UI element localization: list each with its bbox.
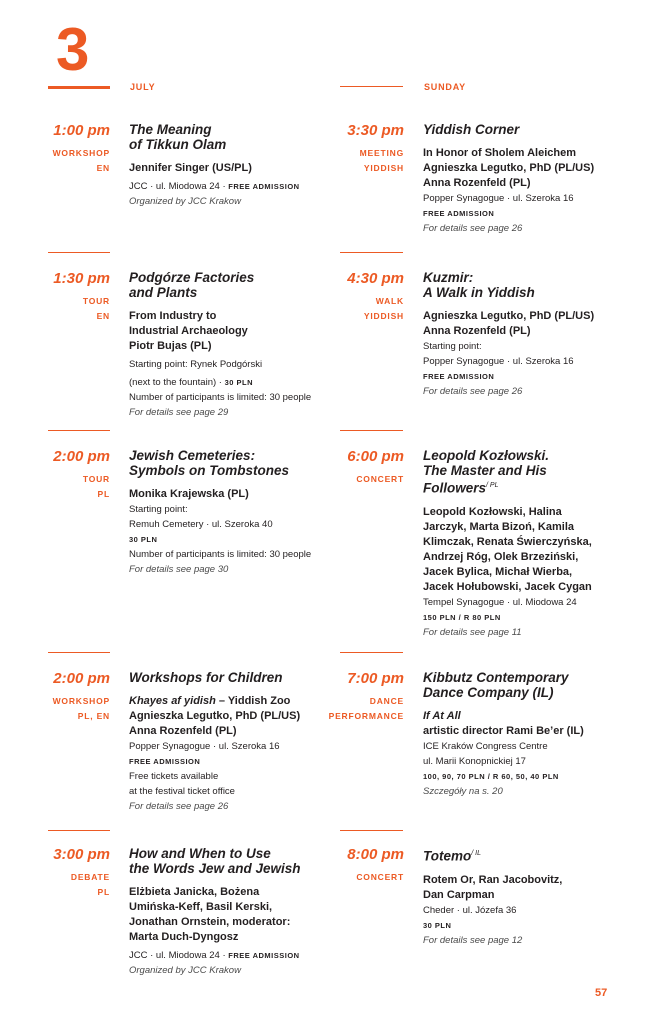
header-rule-left [48,86,110,89]
event-subtitle: – Yiddish Zoo [215,695,291,707]
event-limit: Number of participants is limited: 30 people [129,549,312,560]
event-venue: Tempel Synagogue · ul. Miodowa 24 [423,596,577,608]
day-number: 3 [56,16,88,83]
event-organizer: Organized by JCC Krakow [129,965,241,976]
event-details: For details see page 26 [129,801,229,812]
event-show-title: If At All [423,710,461,722]
event-title: Totemo [423,848,472,864]
event-title: Yiddish Corner [423,122,520,137]
header-rule-right [340,86,403,87]
event-people: Jennifer Singer (US/PL) [129,162,252,174]
event-time: 6:00 pm [347,448,404,465]
event-tickets: Free tickets available at the festival ticket office [129,771,235,797]
event-title: Jewish Cemeteries: Symbols on Tombstones [129,448,290,478]
event-title: Kuzmir: A Walk in Yiddish [423,270,535,300]
event-organizer: Organized by JCC Krakow [129,196,241,207]
month-label: JULY [130,82,156,92]
event-admission: FREE ADMISSION [228,951,300,960]
event-title: How and When to Use the Words Jew and Jewish [129,846,301,876]
event-people: Monika Krajewska (PL) [129,488,249,500]
event-details: For details see page 26 [423,223,523,234]
event-category: DEBATE PL [70,872,110,897]
event-category: WORKSHOP PL, EN [52,696,110,721]
event-people: Agnieszka Legutko, PhD (PL/US) Anna Rozenfeld (PL) [129,710,301,737]
event-price: 100, 90, 70 PLN / R 60, 50, 40 PLN [423,772,559,781]
event-category: WALK YIDDISH [363,296,404,321]
event-details: Szczegóły na s. 20 [423,786,503,797]
event-title: Kibbutz Contemporary Dance Company (IL) [423,670,569,700]
separator [340,252,403,253]
event-time: 2:00 pm [53,670,110,687]
event-time: 1:00 pm [53,122,110,139]
event-time: 4:30 pm [347,270,404,287]
event-people: In Honor of Sholem Aleichem Agnieszka Legutko, PhD (PL/US) Anna Rozenfeld (PL) [423,147,595,189]
event-admission: FREE ADMISSION [423,372,495,381]
event-details: For details see page 30 [129,564,229,575]
event-title-country: / IL [471,850,481,857]
event-title: Leopold Kozłowski. The Master and His Followers [423,448,550,496]
event-start-point: Starting point: Rynek Podgórski (next to the fountain) · [129,359,263,388]
event-category: DANCE PERFORMANCE [328,696,404,721]
event-people: From Industry to Industrial Archaeology Piotr Bujas (PL) [129,310,248,352]
event-category: CONCERT [356,474,404,484]
event-price: 30 PLN [129,535,158,544]
event-category: WORKSHOP EN [52,148,110,173]
event-venue: Popper Synagogue · ul. Szeroka 16 [129,741,280,752]
event-limit: Number of participants is limited: 30 people [129,392,312,403]
event-category: CONCERT [356,872,404,882]
event-price: 30 PLN [423,920,452,930]
page-number: 57 [595,987,608,999]
separator [48,830,110,831]
event-category: TOUR PL [82,474,110,499]
event-admission: FREE ADMISSION [129,757,201,766]
event-details: For details see page 12 [423,934,523,946]
event-time: 2:00 pm [53,448,110,465]
event-venue: JCC · ul. Miodowa 24 · [129,181,229,192]
event-category: MEETING YIDDISH [359,148,404,173]
event-title: The Meaning of Tikkun Olam [129,122,227,152]
separator [340,430,403,431]
event-details: For details see page 26 [423,386,523,397]
event-details: For details see page 29 [129,407,229,418]
event-price: 150 PLN / R 80 PLN [423,612,501,622]
separator [340,652,403,653]
event-price: 30 PLN [224,378,254,387]
event-time: 1:30 pm [53,270,110,287]
event-category: TOUR EN [82,296,110,321]
event-admission: FREE ADMISSION [423,209,495,218]
event-start-point: Starting point: Remuh Cemetery · ul. Szeroka 40 [129,504,273,530]
event-people: Leopold Kozłowski, Halina Jarczyk, Marta Bizoń, Kamila Klimczak, Renata Świerczyńska, Andrzej Róg, Olek Brzeziński, Jacek Bylica, Michał Wierba, Jacek Hołubowski, Jacek Cygan [423,505,592,593]
weekday-label: SUNDAY [424,82,466,92]
event-people: Elżbieta Janicka, Bożena Umińska-Keff, Basil Kerski, Jonathan Ornstein, moderator: Marta Duch-Dyngosz [129,886,291,943]
separator [48,652,110,653]
event-title-country: / PL [486,482,499,489]
event-people: Agnieszka Legutko, PhD (PL/US) Anna Rozenfeld (PL) [423,310,595,337]
event-venue: Starting point: Popper Synagogue · ul. Szeroka 16 [423,341,574,367]
separator [340,830,403,831]
event-venue: Popper Synagogue · ul. Szeroka 16 [423,193,574,204]
event-title: Podgórze Factories and Plants [129,270,255,300]
event-time: 3:00 pm [53,846,110,863]
event-details: For details see page 11 [423,626,522,638]
event-time: 8:00 pm [347,846,404,863]
separator [48,252,110,253]
event-venue: JCC · ul. Miodowa 24 · [129,950,229,961]
separator [48,430,110,431]
event-subtitle-italic: Khayes af yidish [129,695,216,707]
event-title: Workshops for Children [129,670,283,685]
event-venue: ICE Kraków Congress Centre ul. Marii Konopnickiej 17 [423,741,548,767]
event-people: Rotem Or, Ran Jacobovitz, Dan Carpman [423,873,563,901]
event-venue: Cheder · ul. Józefa 36 [423,904,517,916]
event-time: 3:30 pm [347,122,404,139]
event-time: 7:00 pm [347,670,404,687]
event-admission: FREE ADMISSION [228,182,300,191]
event-people: artistic director Rami Be’er (IL) [423,725,584,737]
